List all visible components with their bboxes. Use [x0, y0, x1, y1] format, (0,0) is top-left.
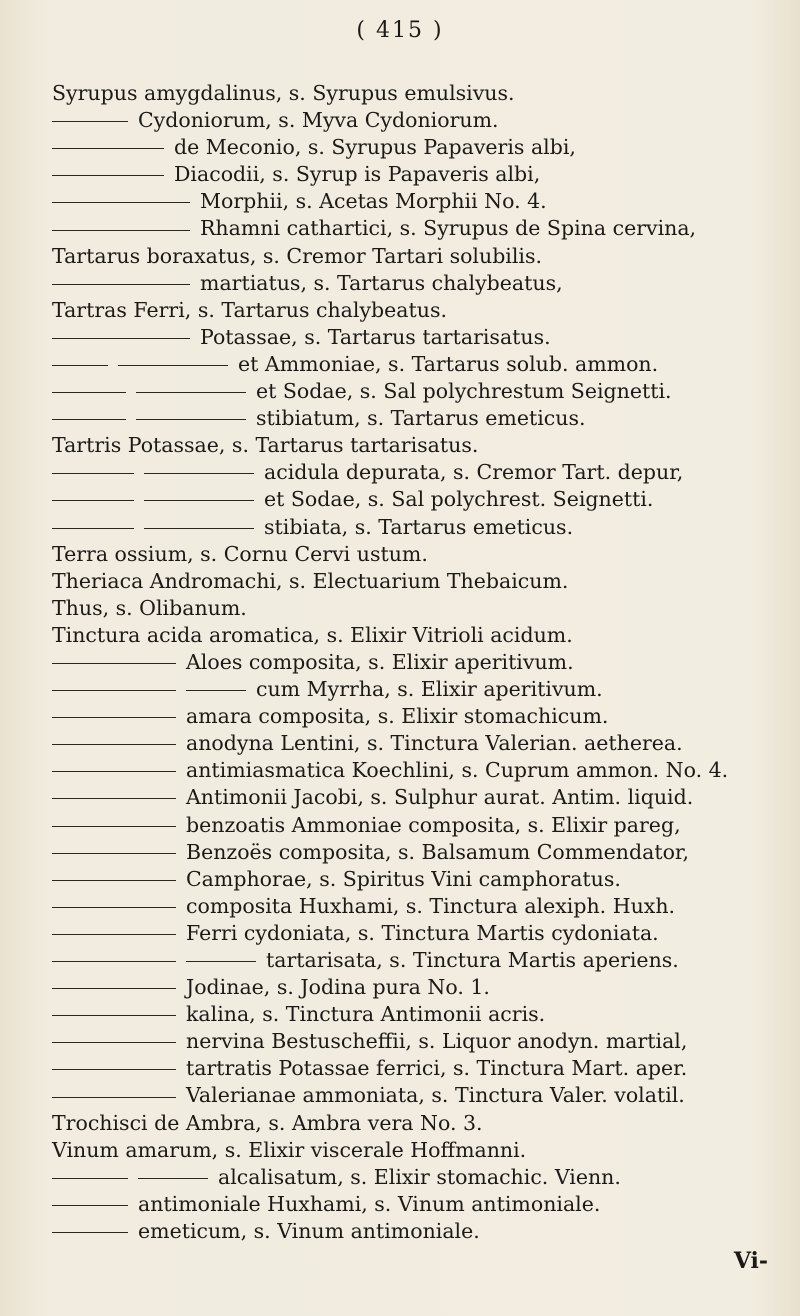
ditto-dash	[52, 934, 176, 935]
entry-text: Tartris Potassae, s. Tartarus tartarisatus.	[52, 433, 479, 458]
ditto-dash	[52, 907, 176, 908]
index-entry	[52, 757, 792, 784]
entry-text: Ferri cydoniata, s. Tinctura Martis cydoniata.	[186, 920, 659, 945]
index-entry	[52, 215, 792, 242]
entry-text: Aloes composita, s. Elixir aperitivum.	[186, 649, 574, 674]
entry-text: stibiatum, s. Tartarus emeticus.	[256, 406, 586, 431]
index-entries	[52, 80, 792, 1245]
ditto-dash	[52, 419, 126, 420]
index-entry	[52, 1001, 792, 1028]
ditto-dash	[52, 1015, 176, 1016]
ditto-dash	[52, 148, 164, 149]
ditto-dash	[52, 202, 190, 203]
index-entry	[52, 622, 792, 649]
index-entry	[52, 1055, 792, 1082]
ditto-dash	[52, 1178, 128, 1179]
entry-text: Syrupus amygdalinus, s. Syrupus emulsivus.	[52, 81, 515, 105]
entry-text: Tartarus boraxatus, s. Cremor Tartari solubilis.	[52, 243, 543, 268]
index-entry	[52, 649, 792, 676]
page-number: ( 415 )	[356, 18, 444, 43]
entry-text: benzoatis Ammoniae composita, s. Elixir pareg,	[186, 812, 681, 837]
index-entry	[52, 568, 792, 595]
ditto-dash	[52, 1042, 176, 1043]
entry-text: cum Myrrha, s. Elixir aperitivum.	[256, 677, 603, 702]
ditto-dash	[52, 500, 134, 501]
ditto-dash	[52, 473, 134, 474]
index-entry	[52, 107, 792, 134]
entry-text: Potassae, s. Tartarus tartarisatus.	[200, 324, 551, 349]
index-entry	[52, 812, 792, 839]
entry-text: composita Huxhami, s. Tinctura alexiph. Huxh.	[186, 893, 676, 918]
ditto-dash	[52, 826, 176, 827]
ditto-dash	[52, 663, 176, 664]
entry-text: emeticum, s. Vinum antimoniale.	[138, 1218, 480, 1243]
index-entry	[52, 839, 792, 866]
index-entry	[52, 866, 792, 893]
index-entry	[52, 541, 792, 568]
ditto-dash	[52, 717, 176, 718]
index-entry	[52, 676, 792, 703]
entry-text: Tinctura acida aromatica, s. Elixir Vitrioli acidum.	[52, 622, 573, 647]
entry-text: Antimonii Jacobi, s. Sulphur aurat. Antim. liquid.	[186, 785, 694, 810]
entry-text: Vinum amarum, s. Elixir viscerale Hoffmanni.	[52, 1137, 527, 1162]
entry-text: Theriaca Andromachi, s. Electuarium Thebaicum.	[52, 568, 569, 593]
index-entry	[52, 947, 792, 974]
ditto-dash	[136, 392, 246, 393]
index-entry	[52, 324, 792, 351]
index-entry	[52, 134, 792, 161]
ditto-dash	[52, 853, 176, 854]
entry-text: Tartras Ferri, s. Tartarus chalybeatus.	[52, 297, 447, 322]
entry-text: acidula depurata, s. Cremor Tart. depur,	[264, 460, 684, 485]
entry-text: Cydoniorum, s. Myva Cydoniorum.	[138, 108, 499, 133]
index-entry	[52, 703, 792, 730]
entry-text: tartratis Potassae ferrici, s. Tinctura Mart. aper.	[186, 1056, 688, 1081]
index-entry	[52, 595, 792, 622]
ditto-dash	[52, 175, 164, 176]
entry-text: stibiata, s. Tartarus emeticus.	[264, 514, 574, 539]
ditto-dash	[52, 338, 190, 339]
ditto-dash	[118, 365, 228, 366]
entry-text: Morphii, s. Acetas Morphii No. 4.	[200, 189, 547, 214]
index-entry	[52, 270, 792, 297]
entry-text: anodyna Lentini, s. Tinctura Valerian. aetherea.	[186, 731, 683, 756]
index-entry	[52, 351, 792, 378]
index-entry	[52, 161, 792, 188]
entry-text: amara composita, s. Elixir stomachicum.	[186, 704, 609, 729]
entry-text: alcalisatum, s. Elixir stomachic. Vienn.	[218, 1164, 621, 1189]
index-entry	[52, 1191, 792, 1218]
index-entry	[52, 405, 792, 432]
ditto-dash	[52, 690, 176, 691]
entry-text: kalina, s. Tinctura Antimonii acris.	[186, 1002, 546, 1027]
entry-text: antimoniale Huxhami, s. Vinum antimoniale.	[138, 1191, 601, 1216]
entry-text: Jodinae, s. Jodina pura No. 1.	[186, 975, 490, 1000]
ditto-dash	[144, 500, 254, 501]
ditto-dash	[52, 961, 176, 962]
entry-text: Diacodii, s. Syrup is Papaveris albi,	[174, 162, 541, 187]
entry-text: Valerianae ammoniata, s. Tinctura Valer. volatil.	[186, 1083, 685, 1108]
index-entry	[52, 486, 792, 513]
ditto-dash	[136, 419, 246, 420]
ditto-dash	[52, 744, 176, 745]
ditto-dash	[52, 392, 126, 393]
ditto-dash	[52, 880, 176, 881]
entry-text: Camphorae, s. Spiritus Vini camphoratus.	[186, 866, 621, 891]
ditto-dash	[52, 771, 176, 772]
entry-text: tartarisata, s. Tinctura Martis aperiens.	[266, 948, 679, 972]
ditto-dash	[52, 988, 176, 989]
index-entry	[52, 1110, 792, 1137]
index-entry	[52, 784, 792, 811]
index-entry	[52, 432, 792, 459]
entry-text: Terra ossium, s. Cornu Cervi ustum.	[52, 541, 428, 566]
ditto-dash	[52, 365, 108, 366]
ditto-dash	[52, 1232, 128, 1233]
index-entry	[52, 459, 792, 486]
index-entry	[52, 893, 792, 920]
ditto-dash	[52, 121, 128, 122]
entry-text: et Sodae, s. Sal polychrestum Seignetti.	[256, 379, 672, 404]
ditto-dash	[52, 230, 190, 231]
ditto-dash	[138, 1178, 208, 1179]
index-entry	[52, 378, 792, 405]
index-entry	[52, 1082, 792, 1109]
entry-text: et Ammoniae, s. Tartarus solub. ammon.	[238, 351, 659, 376]
entry-text: Trochisci de Ambra, s. Ambra vera No. 3.	[52, 1110, 483, 1135]
index-entry	[52, 80, 792, 107]
index-entry	[52, 1218, 792, 1245]
ditto-dash	[144, 473, 254, 474]
index-entry	[52, 188, 792, 215]
ditto-dash	[52, 528, 134, 529]
ditto-dash	[52, 1205, 128, 1206]
ditto-dash	[52, 284, 190, 285]
entry-text: antimiasmatica Koechlini, s. Cuprum ammon. No. 4.	[186, 758, 729, 783]
entry-text: de Meconio, s. Syrupus Papaveris albi,	[174, 135, 576, 160]
ditto-dash	[52, 798, 176, 799]
index-entry	[52, 974, 792, 1001]
entry-text: martiatus, s. Tartarus chalybeatus,	[200, 270, 563, 295]
entry-text: Rhamni cathartici, s. Syrupus de Spina cervina,	[200, 216, 697, 241]
index-entry	[52, 1028, 792, 1055]
ditto-dash	[186, 690, 246, 691]
catchword: Vi-	[733, 1248, 768, 1274]
index-entry	[52, 1137, 792, 1164]
ditto-dash	[186, 961, 256, 962]
ditto-dash	[144, 528, 254, 529]
index-entry	[52, 297, 792, 324]
index-entry	[52, 730, 792, 757]
ditto-dash	[52, 1069, 176, 1070]
entry-text: Thus, s. Olibanum.	[52, 595, 247, 620]
ditto-dash	[52, 1097, 176, 1098]
entry-text: et Sodae, s. Sal polychrest. Seignetti.	[264, 487, 654, 512]
index-entry	[52, 920, 792, 947]
index-entry	[52, 1164, 792, 1191]
entry-text: Benzoës composita, s. Balsamum Commendator,	[186, 839, 689, 864]
entry-text: nervina Bestuscheffii, s. Liquor anodyn. martial,	[186, 1029, 688, 1054]
index-entry	[52, 514, 792, 541]
index-entry	[52, 243, 792, 270]
